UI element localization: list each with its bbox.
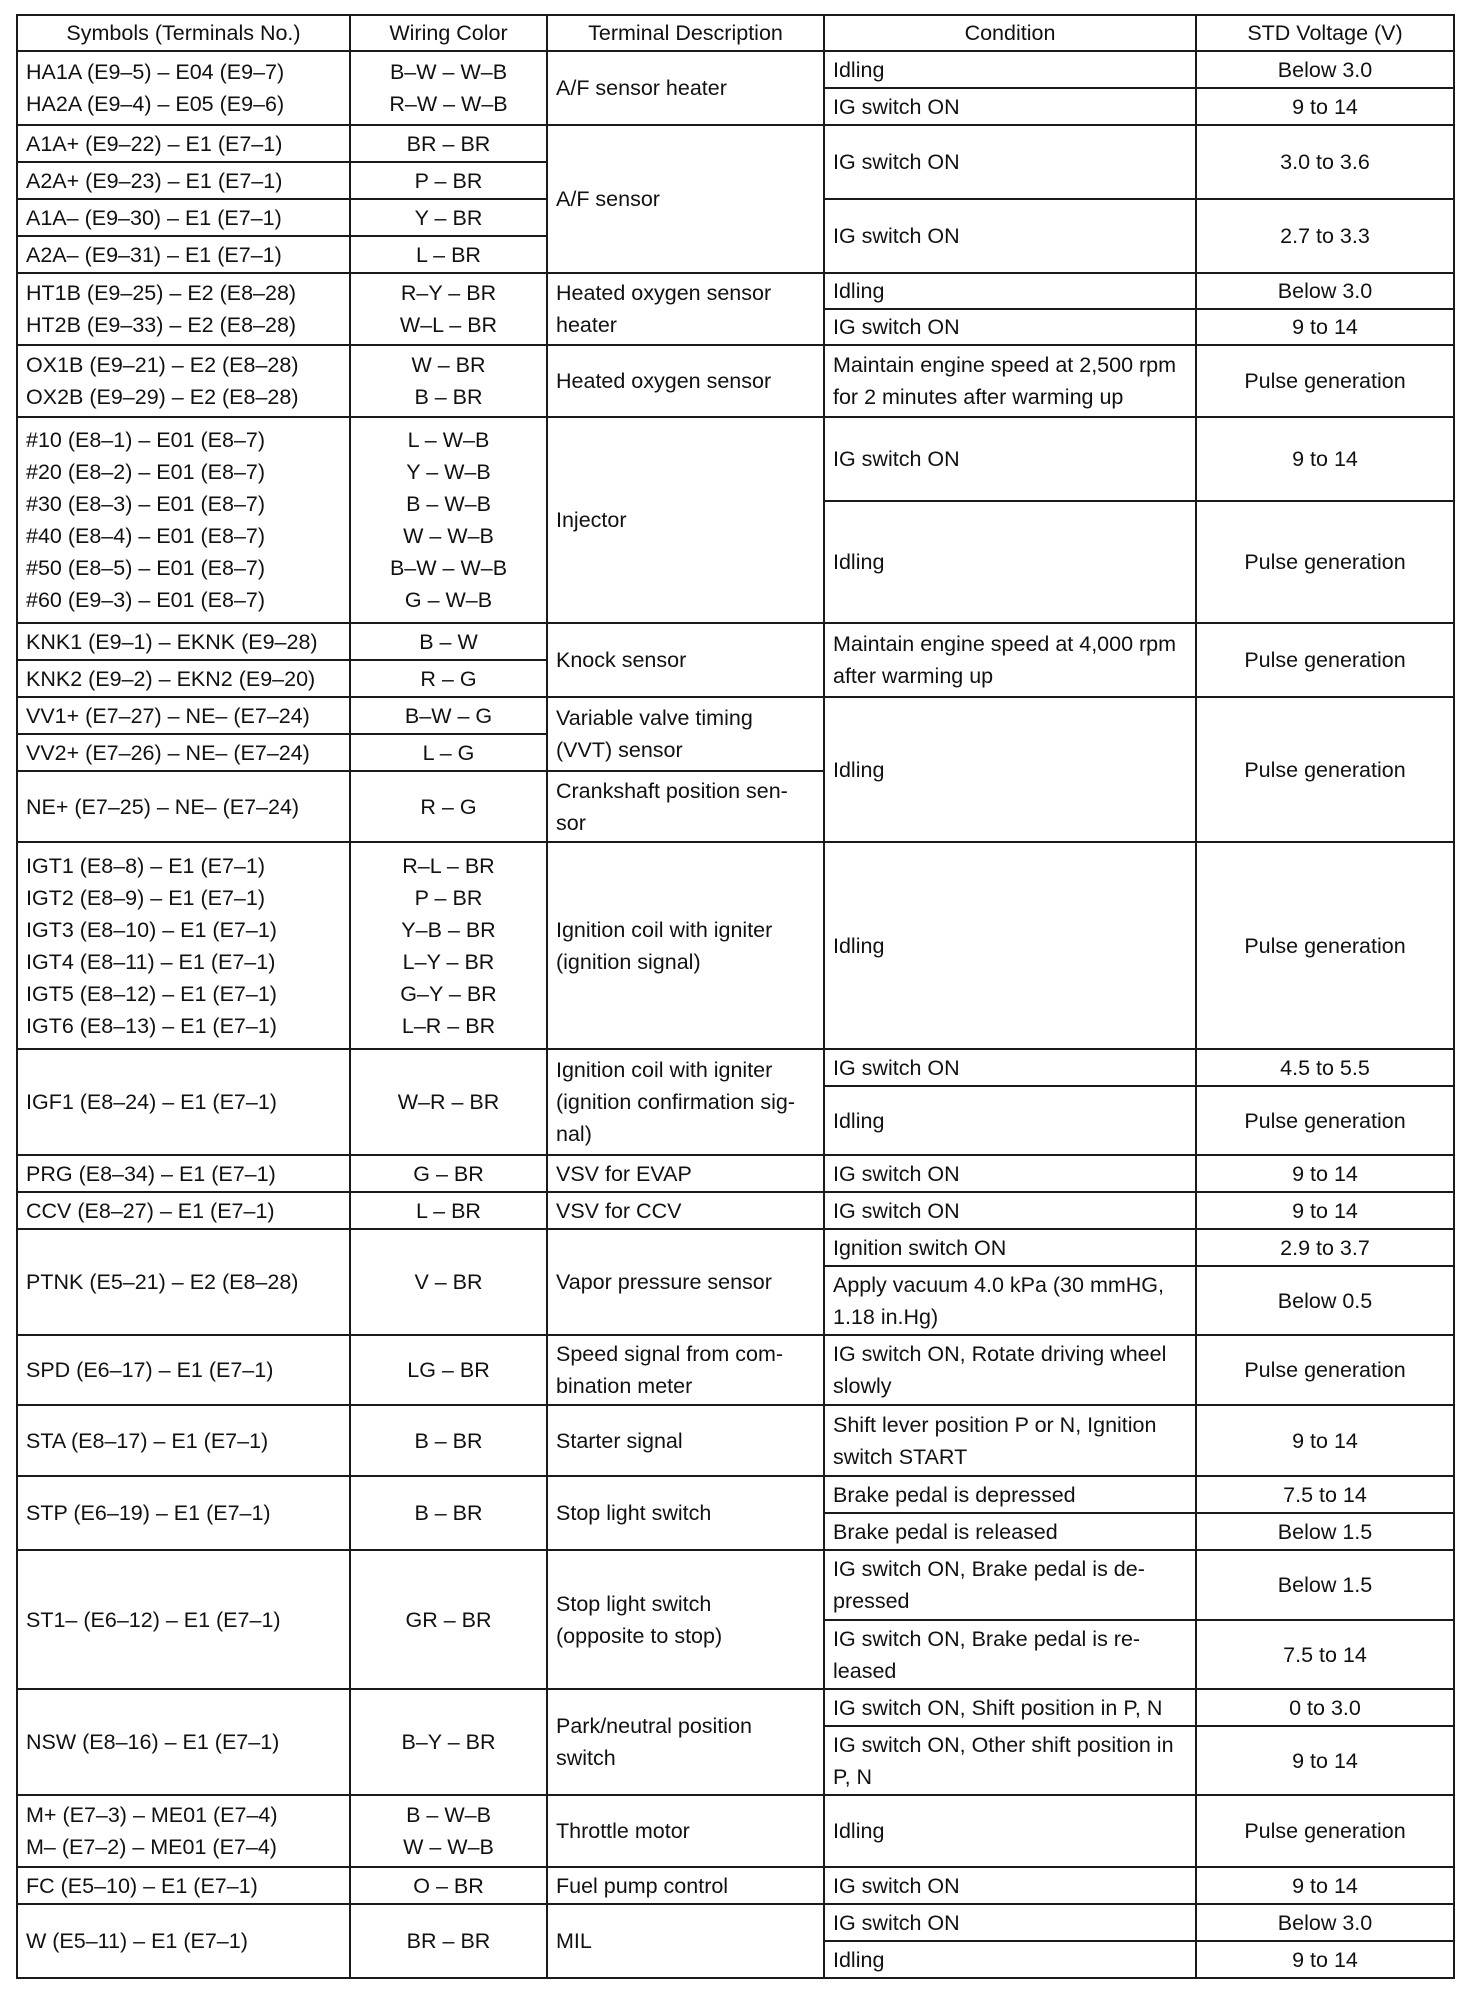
- table-row: [17, 1192, 1454, 1229]
- symbol-cell: HT1B (E9–25) – E2 (E8–28) HT2B (E9–33) – E2 (E8–28): [17, 273, 350, 345]
- terminal-voltage-table-wrapper: [16, 14, 1455, 1979]
- description-cell: Heated oxygen sensor heater: [547, 273, 824, 345]
- condition-cell: IG switch ON: [824, 199, 1196, 273]
- wiring-cell: G – BR: [350, 1155, 547, 1192]
- voltage-cell: 3.0 to 3.6: [1196, 125, 1454, 199]
- voltage-cell: 9 to 14: [1196, 1726, 1454, 1795]
- voltage-cell: Below 3.0: [1196, 51, 1454, 88]
- wiring-cell: B – BR: [350, 1405, 547, 1476]
- condition-cell: IG switch ON: [824, 1192, 1196, 1229]
- wiring-cell: W–R – BR: [350, 1049, 547, 1155]
- voltage-cell: Pulse generation: [1196, 1335, 1454, 1405]
- description-cell: VSV for CCV: [547, 1192, 824, 1229]
- wiring-cell: BR – BR: [350, 125, 547, 162]
- header-condition: Condition: [824, 15, 1196, 51]
- voltage-cell: 9 to 14: [1196, 1155, 1454, 1192]
- condition-cell: Idling: [824, 51, 1196, 88]
- symbol-cell: A1A– (E9–30) – E1 (E7–1): [17, 199, 350, 236]
- symbol-cell: NSW (E8–16) – E1 (E7–1): [17, 1689, 350, 1795]
- voltage-cell: 9 to 14: [1196, 1192, 1454, 1229]
- description-cell: Starter signal: [547, 1405, 824, 1476]
- symbol-cell: NE+ (E7–25) – NE– (E7–24): [17, 771, 350, 842]
- condition-cell: IG switch ON, Brake pedal is de- pressed: [824, 1550, 1196, 1620]
- description-cell: Ignition coil with igniter (ignition confirmation sig- nal): [547, 1049, 824, 1155]
- symbol-cell: M+ (E7–3) – ME01 (E7–4) M– (E7–2) – ME01 (E7–4): [17, 1795, 350, 1867]
- wiring-cell: W – BR B – BR: [350, 345, 547, 417]
- condition-cell: Idling: [824, 697, 1196, 842]
- symbol-cell: CCV (E8–27) – E1 (E7–1): [17, 1192, 350, 1229]
- symbol-cell: ST1– (E6–12) – E1 (E7–1): [17, 1550, 350, 1689]
- description-cell: Knock sensor: [547, 623, 824, 697]
- wiring-cell: B – BR: [350, 1476, 547, 1550]
- table-row: [17, 697, 1454, 734]
- table-row: [17, 623, 1454, 660]
- symbol-cell: KNK1 (E9–1) – EKNK (E9–28): [17, 623, 350, 660]
- description-cell: Fuel pump control: [547, 1867, 824, 1904]
- description-cell: Vapor pressure sensor: [547, 1229, 824, 1335]
- condition-cell: Idling: [824, 1941, 1196, 1978]
- table-row: [17, 1405, 1454, 1476]
- table-row: [17, 1229, 1454, 1266]
- symbol-cell: VV2+ (E7–26) – NE– (E7–24): [17, 734, 350, 771]
- voltage-cell: 9 to 14: [1196, 1941, 1454, 1978]
- symbol-cell: PRG (E8–34) – E1 (E7–1): [17, 1155, 350, 1192]
- condition-cell: IG switch ON, Rotate driving wheel slowly: [824, 1335, 1196, 1405]
- symbol-cell: IGF1 (E8–24) – E1 (E7–1): [17, 1049, 350, 1155]
- voltage-cell: 9 to 14: [1196, 88, 1454, 125]
- wiring-cell: B – W–B W – W–B: [350, 1795, 547, 1867]
- description-cell: Variable valve timing (VVT) sensor: [547, 697, 824, 771]
- wiring-cell: B–Y – BR: [350, 1689, 547, 1795]
- wiring-cell: P – BR: [350, 162, 547, 199]
- wiring-cell: L – BR: [350, 1192, 547, 1229]
- voltage-cell: 9 to 14: [1196, 1405, 1454, 1476]
- symbol-cell: KNK2 (E9–2) – EKN2 (E9–20): [17, 660, 350, 697]
- condition-cell: IG switch ON: [824, 125, 1196, 199]
- condition-cell: IG switch ON: [824, 1904, 1196, 1941]
- symbol-cell: A1A+ (E9–22) – E1 (E7–1): [17, 125, 350, 162]
- condition-cell: IG switch ON: [824, 88, 1196, 125]
- condition-cell: IG switch ON, Shift position in P, N: [824, 1689, 1196, 1726]
- symbol-cell: OX1B (E9–21) – E2 (E8–28) OX2B (E9–29) – E2 (E8–28): [17, 345, 350, 417]
- voltage-cell: Below 1.5: [1196, 1513, 1454, 1550]
- wiring-cell: V – BR: [350, 1229, 547, 1335]
- wiring-cell: O – BR: [350, 1867, 547, 1904]
- description-cell: A/F sensor: [547, 125, 824, 273]
- condition-cell: IG switch ON: [824, 1867, 1196, 1904]
- voltage-cell: 9 to 14: [1196, 417, 1454, 501]
- table-row: [17, 1904, 1454, 1941]
- table-row: [17, 51, 1454, 88]
- table-row: [17, 1155, 1454, 1192]
- voltage-cell: 4.5 to 5.5: [1196, 1049, 1454, 1086]
- condition-cell: Ignition switch ON: [824, 1229, 1196, 1266]
- wiring-cell: R – G: [350, 660, 547, 697]
- description-cell: Ignition coil with igniter (ignition signal): [547, 842, 824, 1049]
- description-cell: Throttle motor: [547, 1795, 824, 1867]
- voltage-cell: Below 3.0: [1196, 273, 1454, 309]
- table-row: [17, 125, 1454, 162]
- table-row: [17, 1550, 1454, 1620]
- table-row: [17, 1795, 1454, 1867]
- header-wiring-color: Wiring Color: [350, 15, 547, 51]
- symbol-cell: HA1A (E9–5) – E04 (E9–7) HA2A (E9–4) – E05 (E9–6): [17, 51, 350, 125]
- symbol-cell: STA (E8–17) – E1 (E7–1): [17, 1405, 350, 1476]
- voltage-cell: 2.7 to 3.3: [1196, 199, 1454, 273]
- description-cell: Park/neutral position switch: [547, 1689, 824, 1795]
- voltage-cell: 7.5 to 14: [1196, 1620, 1454, 1689]
- symbol-cell: A2A– (E9–31) – E1 (E7–1): [17, 236, 350, 273]
- symbol-cell: A2A+ (E9–23) – E1 (E7–1): [17, 162, 350, 199]
- voltage-cell: Below 1.5: [1196, 1550, 1454, 1620]
- header-terminal-description: Terminal Description: [547, 15, 824, 51]
- condition-cell: IG switch ON: [824, 1049, 1196, 1086]
- condition-cell: IG switch ON: [824, 309, 1196, 345]
- table-row: [17, 1335, 1454, 1405]
- table-row: [17, 345, 1454, 417]
- table-row: [17, 417, 1454, 501]
- symbol-cell: W (E5–11) – E1 (E7–1): [17, 1904, 350, 1978]
- description-cell: A/F sensor heater: [547, 51, 824, 125]
- voltage-cell: Pulse generation: [1196, 842, 1454, 1049]
- header-std-voltage: STD Voltage (V): [1196, 15, 1454, 51]
- voltage-cell: 9 to 14: [1196, 1867, 1454, 1904]
- wiring-cell: BR – BR: [350, 1904, 547, 1978]
- condition-cell: Brake pedal is depressed: [824, 1476, 1196, 1513]
- description-cell: MIL: [547, 1904, 824, 1978]
- condition-cell: IG switch ON: [824, 1155, 1196, 1192]
- description-cell: Stop light switch: [547, 1476, 824, 1550]
- voltage-cell: Below 3.0: [1196, 1904, 1454, 1941]
- wiring-cell: Y – BR: [350, 199, 547, 236]
- table-row: [17, 1476, 1454, 1513]
- wiring-cell: B–W – W–B R–W – W–B: [350, 51, 547, 125]
- condition-cell: Brake pedal is released: [824, 1513, 1196, 1550]
- symbol-cell: SPD (E6–17) – E1 (E7–1): [17, 1335, 350, 1405]
- ecm-terminal-voltage-table: [16, 14, 1455, 1979]
- symbol-cell: #10 (E8–1) – E01 (E8–7) #20 (E8–2) – E01 (E8–7) #30 (E8–3) – E01 (E8–7) #40 (E8–4) – E01 (E8–7) #50 (E8–5) – E01 (E8–7) #60 (E9–3) – E01 (E8–7): [17, 417, 350, 623]
- voltage-cell: Pulse generation: [1196, 501, 1454, 623]
- condition-cell: Idling: [824, 273, 1196, 309]
- description-cell: VSV for EVAP: [547, 1155, 824, 1192]
- table-row: [17, 273, 1454, 309]
- symbol-cell: FC (E5–10) – E1 (E7–1): [17, 1867, 350, 1904]
- description-cell: Stop light switch (opposite to stop): [547, 1550, 824, 1689]
- condition-cell: IG switch ON, Other shift position in P, N: [824, 1726, 1196, 1795]
- table-row: [17, 1867, 1454, 1904]
- symbol-cell: VV1+ (E7–27) – NE– (E7–24): [17, 697, 350, 734]
- description-cell: Speed signal from com- bination meter: [547, 1335, 824, 1405]
- voltage-cell: Below 0.5: [1196, 1266, 1454, 1335]
- symbol-cell: PTNK (E5–21) – E2 (E8–28): [17, 1229, 350, 1335]
- wiring-cell: L – BR: [350, 236, 547, 273]
- condition-cell: Maintain engine speed at 2,500 rpm for 2 minutes after warming up: [824, 345, 1196, 417]
- voltage-cell: Pulse generation: [1196, 345, 1454, 417]
- description-cell: Heated oxygen sensor: [547, 345, 824, 417]
- voltage-cell: Pulse generation: [1196, 1795, 1454, 1867]
- condition-cell: IG switch ON, Brake pedal is re- leased: [824, 1620, 1196, 1689]
- wiring-cell: B – W: [350, 623, 547, 660]
- wiring-cell: B–W – G: [350, 697, 547, 734]
- table-row: [17, 842, 1454, 1049]
- voltage-cell: Pulse generation: [1196, 1086, 1454, 1155]
- voltage-cell: 9 to 14: [1196, 309, 1454, 345]
- condition-cell: Shift lever position P or N, Ignition switch START: [824, 1405, 1196, 1476]
- description-cell: Injector: [547, 417, 824, 623]
- wiring-cell: R – G: [350, 771, 547, 842]
- header-row: [17, 15, 1454, 51]
- table-row: [17, 1689, 1454, 1726]
- voltage-cell: 7.5 to 14: [1196, 1476, 1454, 1513]
- symbol-cell: IGT1 (E8–8) – E1 (E7–1) IGT2 (E8–9) – E1 (E7–1) IGT3 (E8–10) – E1 (E7–1) IGT4 (E8–11) – E1 (E7–1) IGT5 (E8–12) – E1 (E7–1) IGT6 (E8–13) – E1 (E7–1): [17, 842, 350, 1049]
- wiring-cell: R–Y – BR W–L – BR: [350, 273, 547, 345]
- wiring-cell: LG – BR: [350, 1335, 547, 1405]
- condition-cell: Idling: [824, 1795, 1196, 1867]
- condition-cell: Idling: [824, 501, 1196, 623]
- symbol-cell: STP (E6–19) – E1 (E7–1): [17, 1476, 350, 1550]
- condition-cell: IG switch ON: [824, 417, 1196, 501]
- condition-cell: Idling: [824, 842, 1196, 1049]
- wiring-cell: GR – BR: [350, 1550, 547, 1689]
- voltage-cell: 0 to 3.0: [1196, 1689, 1454, 1726]
- voltage-cell: Pulse generation: [1196, 697, 1454, 842]
- description-cell: Crankshaft position sen- sor: [547, 771, 824, 842]
- condition-cell: Maintain engine speed at 4,000 rpm after warming up: [824, 623, 1196, 697]
- voltage-cell: 2.9 to 3.7: [1196, 1229, 1454, 1266]
- table-row: [17, 1049, 1454, 1086]
- condition-cell: Apply vacuum 4.0 kPa (30 mmHG, 1.18 in.Hg): [824, 1266, 1196, 1335]
- header-symbols: Symbols (Terminals No.): [17, 15, 350, 51]
- wiring-cell: L – G: [350, 734, 547, 771]
- condition-cell: Idling: [824, 1086, 1196, 1155]
- wiring-cell: R–L – BR P – BR Y–B – BR L–Y – BR G–Y – BR L–R – BR: [350, 842, 547, 1049]
- voltage-cell: Pulse generation: [1196, 623, 1454, 697]
- wiring-cell: L – W–B Y – W–B B – W–B W – W–B B–W – W–B G – W–B: [350, 417, 547, 623]
